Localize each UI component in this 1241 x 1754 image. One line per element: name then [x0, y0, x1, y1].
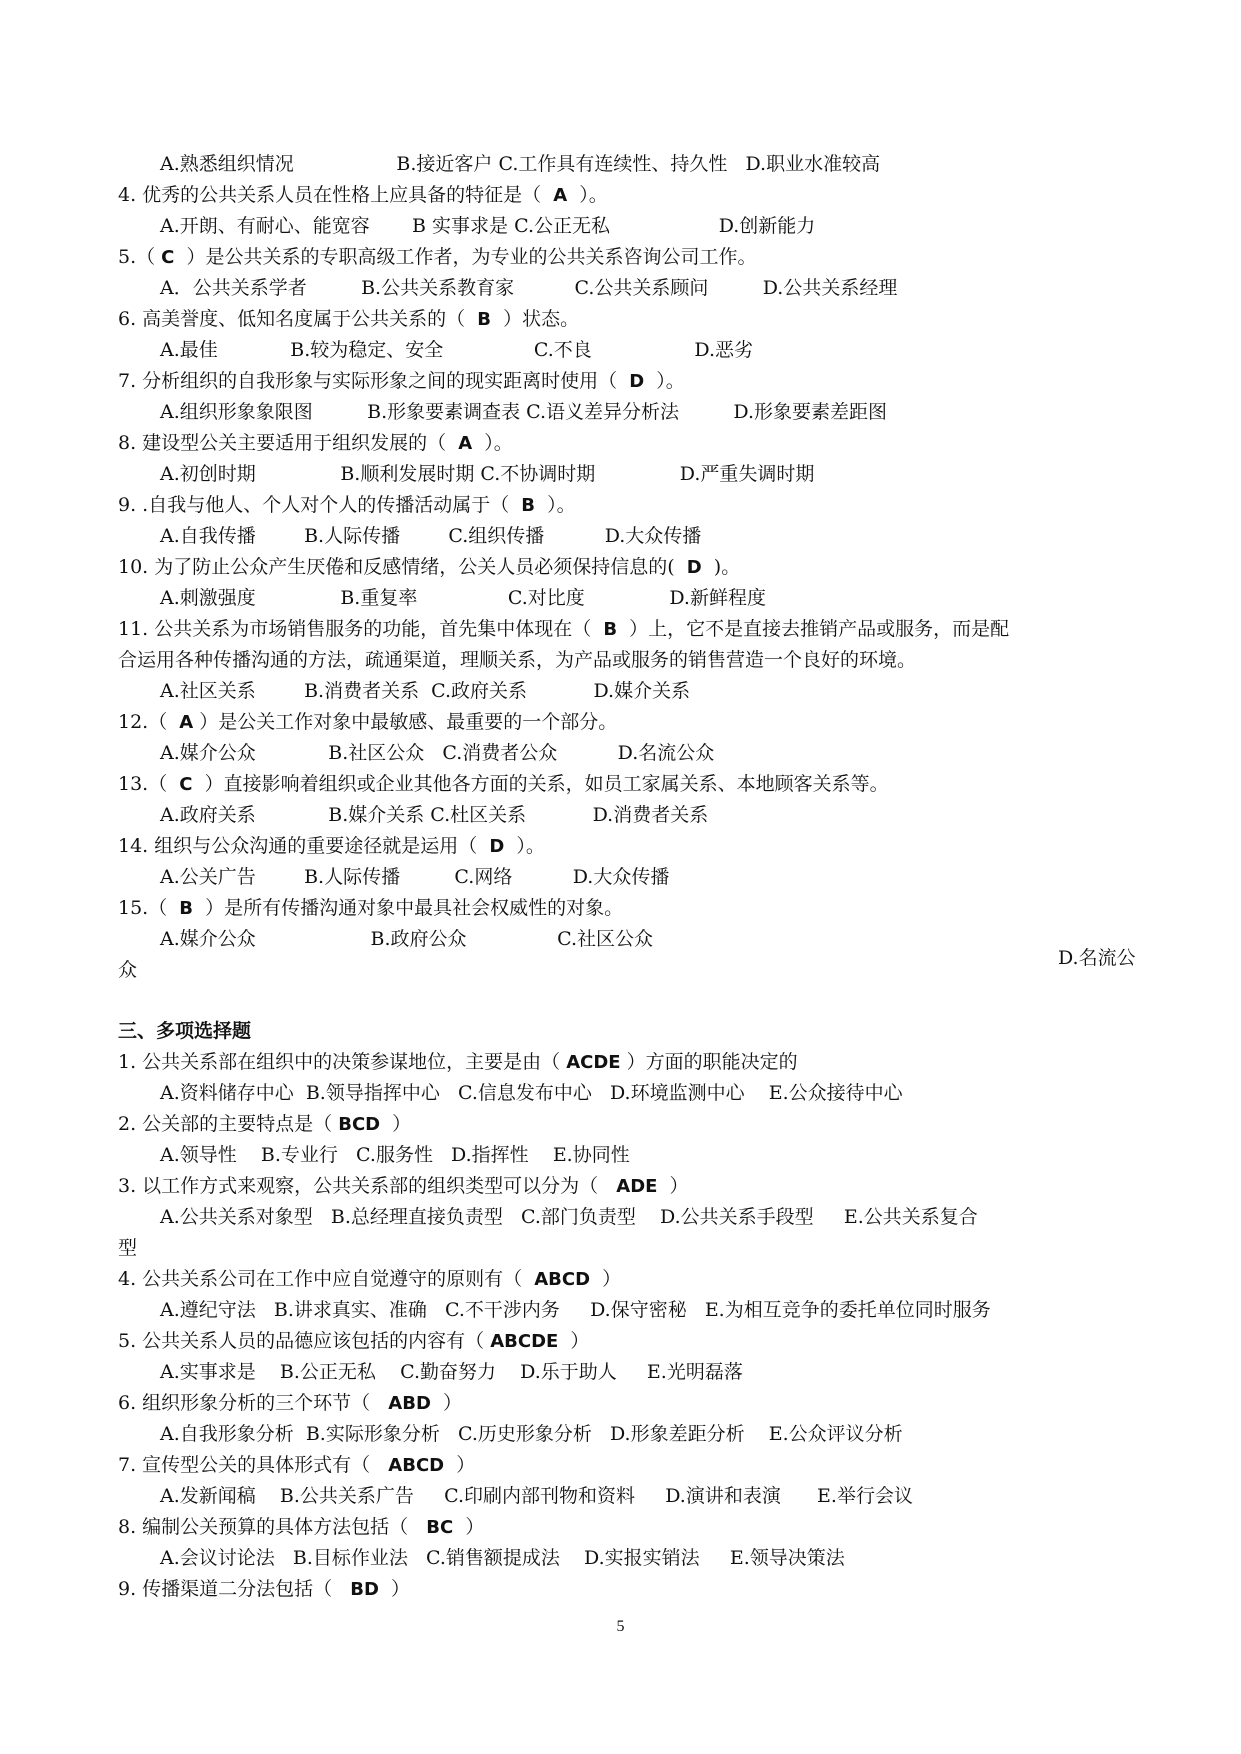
m1-options: A.资料储存中心 B.领导指挥中心 C.信息发布中心 D.环境监测中心 E.公众接待中心 [160, 1082, 903, 1104]
m1-answer: ACDE [566, 1052, 621, 1073]
m8-stem-end: ） [453, 1516, 485, 1538]
q5-stem-end: ）是公共关系的专职高级工作者，为专业的公共关系咨询公司工作。 [174, 246, 757, 268]
q13-answer: C [179, 774, 193, 795]
q12-answer: A [179, 712, 194, 733]
m1-stem-text: 1. 公共关系部在组织中的决策参谋地位，主要是由（ [118, 1051, 567, 1073]
m5-stem [118, 1326, 589, 1357]
q9-stem-text: 9. .自我与他人、个人对个人的传播活动属于（ [118, 494, 522, 516]
q6-options: A.最佳 B.较为稳定、安全 C.不良 D.恶劣 [160, 339, 753, 361]
m8-stem-text: 8. 编制公关预算的具体方法包括（ [118, 1516, 427, 1538]
m9-stem-text: 9. 传播渠道二分法包括（ [118, 1578, 351, 1600]
q8-answer: A [458, 433, 473, 454]
q5-stem [118, 242, 756, 273]
q14-answer: D [489, 836, 505, 857]
m3-wrap: 型 [118, 1237, 138, 1259]
q15-wrap: 众 [118, 959, 138, 981]
m8-stem [118, 1512, 484, 1543]
q8-stem-end: ）。 [472, 432, 513, 454]
q4-stem-text: 4. 优秀的公共关系人员在性格上应具备的特征是（ [118, 184, 554, 206]
m5-options: A.实事求是 B.公正无私 C.勤奋努力 D.乐于助人 E.光明磊落 [160, 1361, 743, 1383]
q7-answer: D [629, 371, 645, 392]
q6-stem [118, 304, 579, 335]
m4-answer: ABCD [534, 1269, 591, 1290]
q15-stem-text: 15.（ [118, 897, 180, 919]
q12-stem [118, 707, 617, 738]
m7-stem-text: 7. 宣传型公关的具体形式有（ [118, 1454, 389, 1476]
q14-options: A.公关广告 B.人际传播 C.网络 D.大众传播 [160, 866, 670, 888]
q12-options: A.媒介公众 B.社区公众 C.消费者公众 D.名流公众 [160, 742, 715, 764]
m2-stem [118, 1109, 411, 1140]
q14-stem-end: ）。 [504, 835, 545, 857]
m2-answer: BCD [338, 1114, 381, 1135]
q4-stem-end: ）。 [567, 184, 608, 206]
m4-stem [118, 1264, 621, 1295]
q10-stem [118, 552, 740, 583]
q13-stem [118, 769, 889, 800]
m9-answer: BD [350, 1579, 379, 1600]
q7-stem-end: ）。 [644, 370, 685, 392]
m7-stem-end: ） [444, 1454, 476, 1476]
m9-stem-end: ） [378, 1578, 411, 1600]
q11-stem [118, 614, 1009, 645]
q5-answer: C [161, 247, 175, 268]
m2-options: A.领导性 B.专业行 C.服务性 D.指挥性 E.协同性 [160, 1144, 630, 1166]
m3-stem [118, 1171, 689, 1202]
q7-stem [118, 366, 685, 397]
q5-stem-text: 5.（ [118, 246, 162, 268]
q12-stem-text: 12.（ [118, 711, 180, 733]
q5-options: A．公共关系学者 B.公共关系教育家 C.公共关系顾问 D.公共关系经理 [160, 277, 898, 299]
q6-answer: B [477, 309, 491, 330]
q11-stem-continued: 合运用各种传播沟通的方法，疏通渠道，理顺关系，为产品或服务的销售营造一个良好的环境。 [118, 649, 917, 671]
m6-stem-text: 6. 组织形象分析的三个环节（ [118, 1392, 389, 1414]
q11-answer: B [603, 619, 618, 640]
page-number: 5 [616, 1618, 625, 1635]
q10-stem-end: )。 [701, 556, 741, 578]
q14-stem [118, 831, 545, 862]
q11-stem-text: 11. 公共关系为市场销售服务的功能，首先集中体现在（ [118, 618, 604, 640]
q9-stem [118, 490, 576, 521]
m3-answer: ADE [616, 1176, 658, 1197]
q13-stem-end: ）直接影响着组织或企业其他各方面的关系，如员工家属关系、本地顾客关系等。 [192, 773, 889, 795]
m7-answer: ABCD [388, 1455, 445, 1476]
q10-stem-text: 10. 为了防止公众产生厌倦和反感情绪，公关人员必须保持信息的( [118, 556, 687, 578]
q10-answer: D [686, 557, 702, 578]
m5-stem-text: 5. 公共关系人员的品德应该包括的内容有（ [118, 1330, 491, 1352]
q15-options: A.媒介公众 B.政府公众 C.社区公众 [160, 928, 654, 950]
m5-answer: ABCDE [490, 1331, 559, 1352]
q7-stem-text: 7. 分析组织的自我形象与实际形象之间的现实距离时使用（ [118, 370, 630, 392]
m6-stem [118, 1388, 462, 1419]
m2-stem-end: ） [380, 1113, 412, 1135]
m3-options: A.公共关系对象型 B.总经理直接负责型 C.部门负责型 D.公共关系手段型 E.公共关系复合 [160, 1206, 978, 1228]
m1-stem-end: ）方面的职能决定的 [620, 1051, 798, 1073]
q10-options: A.刺激强度 B.重复率 C.对比度 D.新鲜程度 [160, 587, 766, 609]
m1-stem [118, 1047, 798, 1078]
q4-options: A.开朗、有耐心、能宽容 B 实事求是 C.公正无私 D.创新能力 [160, 215, 816, 237]
m4-options: A.遵纪守法 B.讲求真实、准确 C.不干涉内务 D.保守密秘 E.为相互竞争的委托单位同时服务 [160, 1299, 991, 1321]
m3-stem-end: ） [657, 1175, 689, 1197]
q4-stem [118, 180, 608, 211]
m6-answer: ABD [388, 1393, 431, 1414]
m3-stem-text: 3. 以工作方式来观察，公共关系部的组织类型可以分为（ [118, 1175, 617, 1197]
q8-stem-text: 8. 建设型公关主要适用于组织发展的（ [118, 432, 459, 454]
m5-stem-end: ） [558, 1330, 590, 1352]
m8-options: A.会议讨论法 B.目标作业法 C.销售额提成法 D.实报实销法 E.领导决策法 [160, 1547, 845, 1569]
m7-options: A.发新闻稿 B.公共关系广告 C.印刷内部刊物和资料 D.演讲和表演 E.举行会议 [160, 1485, 913, 1507]
m9-stem [118, 1574, 410, 1605]
q13-options: A.政府关系 B.媒介关系 C.杜区关系 D.消费者关系 [160, 804, 709, 826]
m4-stem-text: 4. 公共关系公司在工作中应自觉遵守的原则有（ [118, 1268, 535, 1290]
m8-answer: BC [426, 1517, 454, 1538]
m7-stem [118, 1450, 475, 1481]
q13-stem-text: 13.（ [118, 773, 180, 795]
q15-option-d: D.名流公 [1058, 947, 1136, 969]
q9-answer: B [521, 495, 536, 516]
q12-stem-end: ）是公关工作对象中最敏感、最重要的一个部分。 [193, 711, 618, 733]
q6-stem-text: 6. 高美誉度、低知名度属于公共关系的（ [118, 308, 478, 330]
m4-stem-end: ） [590, 1268, 622, 1290]
q8-stem [118, 428, 513, 459]
q15-answer: B [179, 898, 194, 919]
q14-stem-text: 14. 组织与公众沟通的重要途径就是运用（ [118, 835, 490, 857]
q15-stem-end: ）是所有传播沟通对象中最具社会权威性的对象。 [193, 897, 624, 919]
q11-stem-end: ）上，它不是直接去推销产品或服务，而是配 [617, 618, 1010, 640]
q9-options: A.自我传播 B.人际传播 C.组织传播 D.大众传播 [160, 525, 702, 547]
m2-stem-text: 2. 公关部的主要特点是（ [118, 1113, 339, 1135]
m6-stem-end: ） [430, 1392, 462, 1414]
q11-options: A.社区关系 B.消费者关系 C.政府关系 D.媒介关系 [160, 680, 691, 702]
q6-stem-end: ）状态。 [490, 308, 580, 330]
q15-stem [118, 893, 623, 924]
m6-options: A.自我形象分析 B.实际形象分析 C.历史形象分析 D.形象差距分析 E.公众评议分析 [160, 1423, 903, 1445]
q9-stem-end: ）。 [535, 494, 576, 516]
q8-options: A.初创时期 B.顺利发展时期 C.不协调时期 D.严重失调时期 [160, 463, 815, 485]
q3-options: A.熟悉组织情况 B.接近客户 C.工作具有连续性、持久性 D.职业水准较高 [160, 153, 881, 175]
q4-answer: A [553, 185, 568, 206]
q7-options: A.组织形象象限图 B.形象要素调查表 C.语义差异分析法 D.形象要素差距图 [160, 401, 888, 423]
section-heading-multiple-choice: 三、多项选择题 [118, 1020, 252, 1042]
